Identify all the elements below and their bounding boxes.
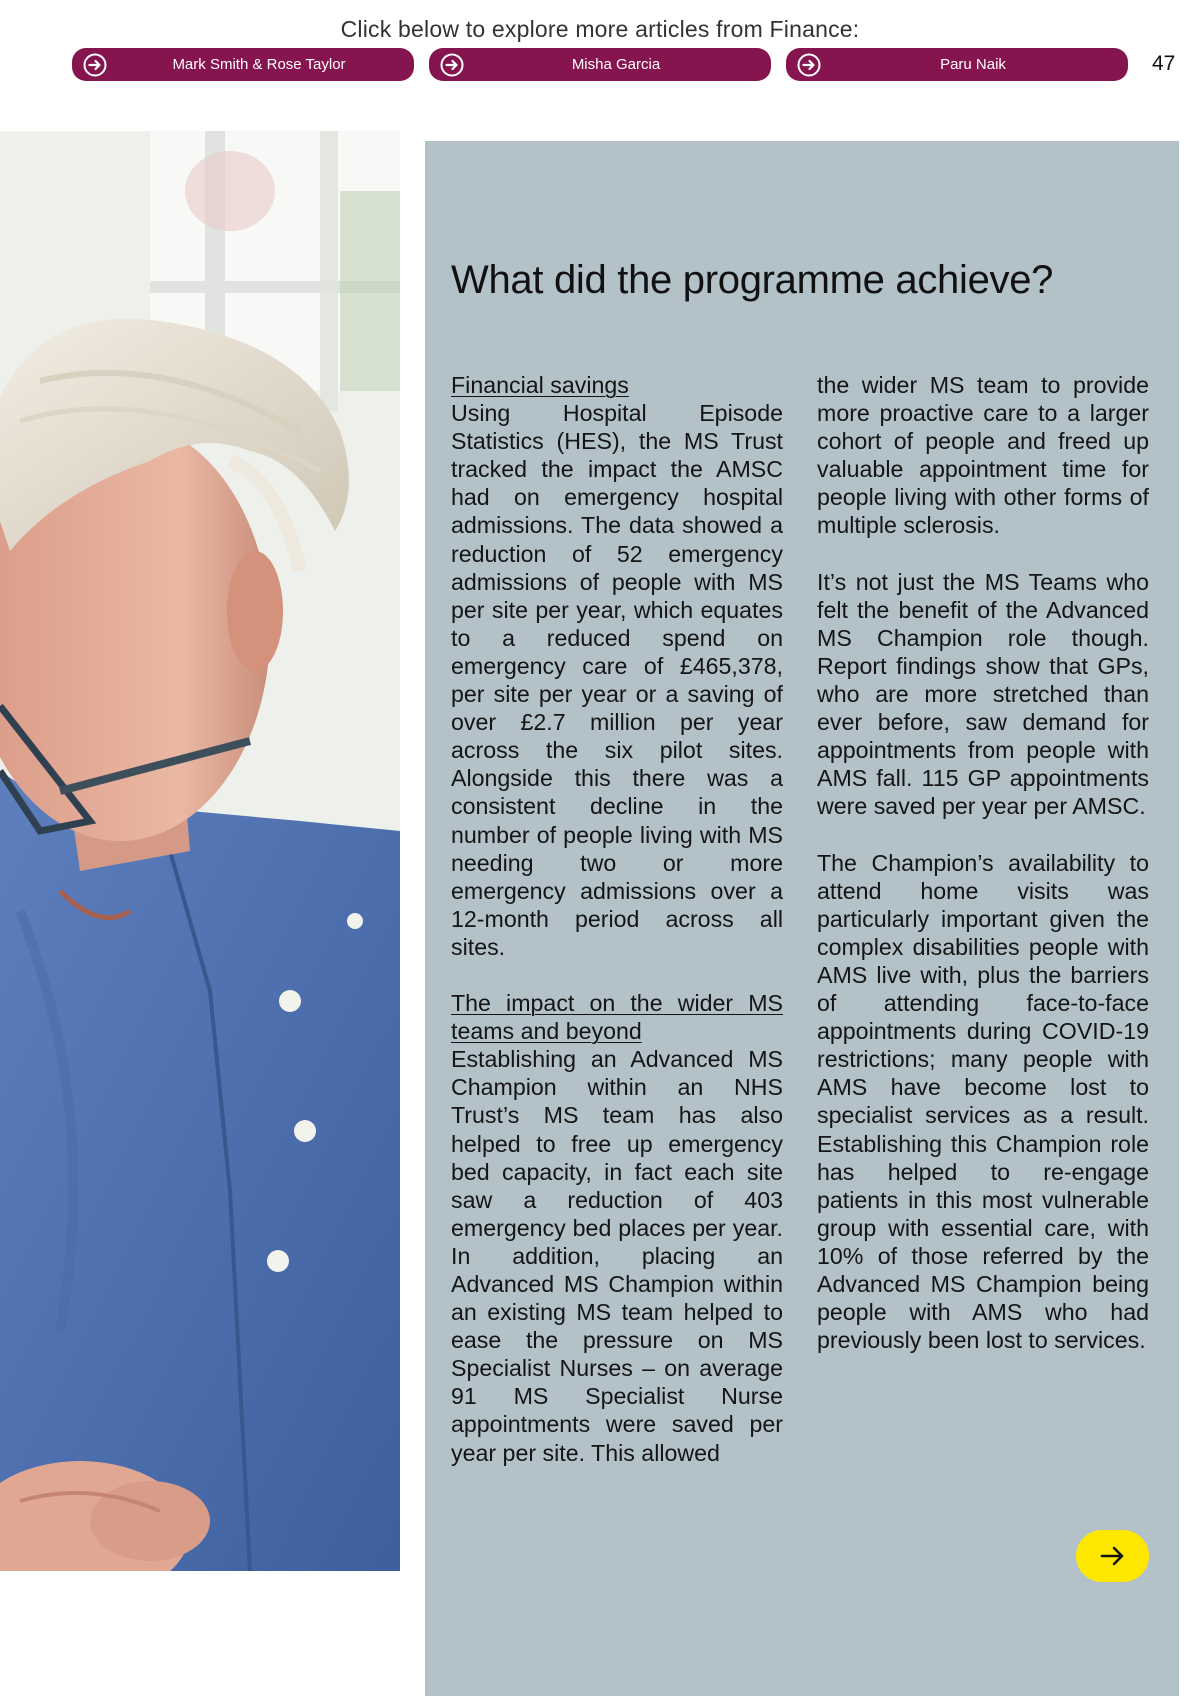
paragraph: Establishing an Advanced MS Champion within an NHS Trust’s MS team has also helped to free up emergency bed capacity, in fact each site saw a reduction of 403 emergency bed places per year. In addition, placing an Advanced MS Champion within an existing MS team helped to ease the pressure on MS Specialist Nurses – on average 91 MS Specialist Nurse appointments were saved per year per site. This allowed (451, 1046, 783, 1466)
article-column-left (451, 371, 783, 1467)
article-link-label: Mark Smith & Rose Taylor (172, 56, 346, 73)
elderly-man-photo (0, 131, 400, 1571)
circle-arrow-right-icon (83, 53, 107, 77)
subheading-financial-savings: Financial savings (451, 372, 629, 398)
paragraph: The Champion’s availability to attend home visits was particularly important given the complex disabilities people with AMS live with, plus the barriers of attending face-to-face appointments during COVID-19 restrictions; many people with AMS have become lost to specialist services as a result. Establishing this Champion role has helped to re-engage patients in this most vulnerable group with essential care, with 10% of those referred by the Advanced MS Champion being people with AMS who had previously been lost to services. (817, 849, 1149, 1354)
arrow-right-icon (1098, 1541, 1128, 1571)
next-page-button[interactable] (1076, 1530, 1149, 1582)
page-number: 47 (1152, 52, 1176, 75)
article-link-misha-garcia[interactable] (429, 48, 771, 81)
paragraph: Using Hospital Episode Statistics (HES), the MS Trust tracked the impact the AMSC had on emergency hospital admissions. The data showed a reduction of 52 emergency admissions of people with MS per site per year, which equates to a reduced spend on emergency care of £465,378, per site per year or a saving of over £2.7 million per year across the six pilot sites. Alongside this there was a consistent decline in the number of people living with MS needing two or more emergency admissions over a 12-month period across all sites. (451, 400, 783, 960)
article-link-label: Misha Garcia (571, 56, 661, 73)
article-column-right (817, 371, 1149, 1354)
subheading-wider-impact: The impact on the wider MS teams and beyond (451, 990, 783, 1045)
circle-arrow-right-icon (797, 53, 821, 77)
article-link-mark-smith-rose-taylor[interactable] (72, 48, 414, 81)
article-link-label: Paru Naik (940, 56, 1006, 73)
article-link-paru-naik[interactable] (786, 48, 1128, 81)
paragraph: the wider MS team to provide more proactive care to a larger cohort of people and freed up valuable appointment time for people living with other forms of multiple sclerosis. (817, 372, 1149, 539)
article-heading: What did the programme achieve? (451, 258, 1054, 302)
paragraph: It’s not just the MS Teams who felt the benefit of the Advanced MS Champion role though. Report findings show that GPs, who are more stretched than ever before, saw demand for appointments from people with AMS fall. 115 GP appointments were saved per year per AMSC. (817, 568, 1149, 820)
circle-arrow-right-icon (440, 53, 464, 77)
articles-prompt: Click below to explore more articles from Finance: (340, 16, 860, 42)
